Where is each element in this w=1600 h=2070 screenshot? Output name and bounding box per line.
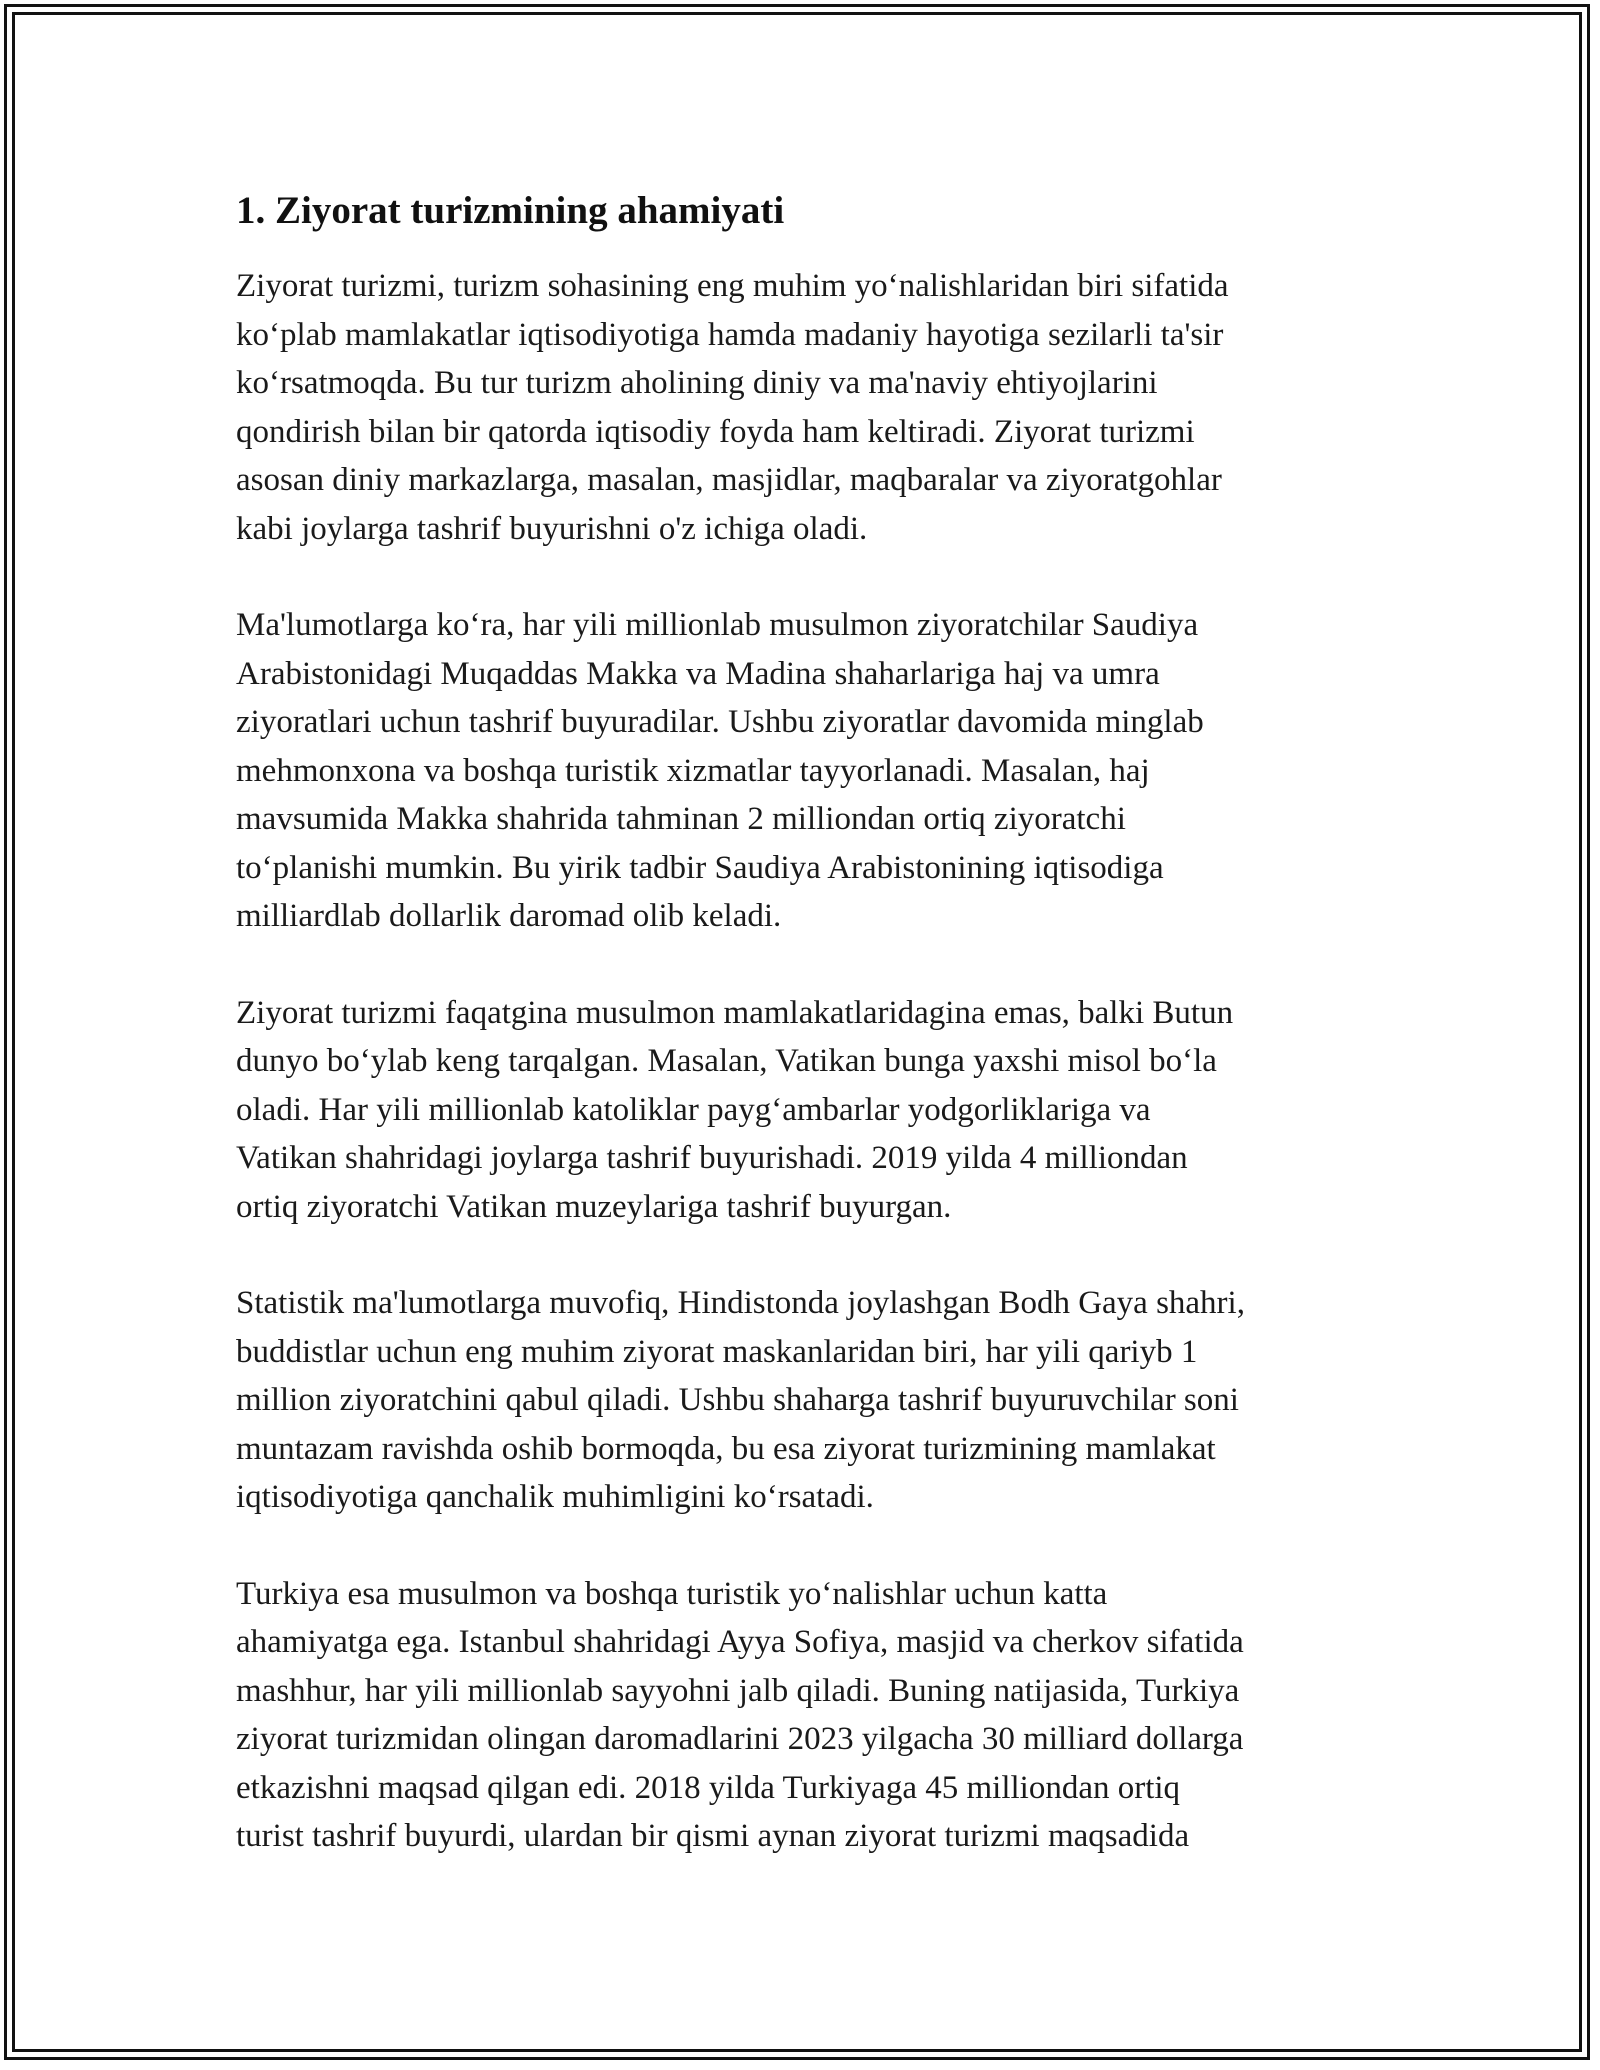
paragraph-5: Turkiya esa musulmon va boshqa turistik yo‘nalishlar uchun katta ahamiyatga ega. Istanbul shahridagi Ayya Sofiya, masjid va cherkov sifatida mashhur, har yili millionlab sayyohni jalb qiladi. Buning natijasida, Turkiya ziyorat turizmidan olingan daromadlarini 2023 yilgacha 30 milliard dollarga etkazishni maqsad qilgan edi. 2018 yilda Turkiyaga 45 milliondan ortiq turist tashrif buyurdi, ulardan bir qismi aynan ziyorat turizmi maqsadida	[236, 1575, 1244, 1854]
paragraph-3: Ziyorat turizmi faqatgina musulmon mamlakatlaridagina emas, balki Butun dunyo bo‘ylab keng tarqalgan. Masalan, Vatikan bunga yaxshi misol bo‘la oladi. Har yili millionlab katoliklar payg‘ambarlar yodgorliklariga va Vatikan shahridagi joylarga tashrif buyurishadi. 2019 yilda 4 milliondan ortiq ziyoratchi Vatikan muzeylariga tashrif buyurgan.	[236, 994, 1234, 1225]
section-heading: 1. Ziyorat turizmining ahamiyati	[236, 189, 785, 232]
paragraph-4: Statistik ma'lumotlarga muvofiq, Hindistonda joylashgan Bodh Gaya shahri, buddistlar uchun eng muhim ziyorat maskanlaridan biri, har yili qariyb 1 million ziyoratchini qabul qiladi. Ushbu shaharga tashrif buyuruvchilar soni muntazam ravishda oshib bormoqda, bu esa ziyorat turizmining mamlakat iqtisodiyotiga qanchalik muhimligini ko‘rsatadi.	[236, 1285, 1245, 1515]
document-body	[236, 186, 1396, 1909]
paragraph-2: Ma'lumotlarga ko‘ra, har yili millionlab musulmon ziyoratchilar Saudiya Arabistonidagi Muqaddas Makka va Madina shaharlariga haj va umra ziyoratlari uchun tashrif buyuradilar. Ushbu ziyoratlar davomida minglab mehmonxona va boshqa turistik xizmatlar tayyorlanadi. Masalan, haj mavsumida Makka shahrida tahminan 2 milliondan ortiq ziyoratchi to‘planishi mumkin. Bu yirik tadbir Saudiya Arabistonining iqtisodiga milliardlab dollarlik daromad olib keladi.	[236, 607, 1204, 934]
paragraph-1: Ziyorat turizmi, turizm sohasining eng muhim yo‘nalishlaridan biri sifatida ko‘plab mamlakatlar iqtisodiyotiga hamda madaniy hayotiga sezilarli ta'sir ko‘rsatmoqda. Bu tur turizm aholining diniy va ma'naviy ehtiyojlarini qondirish bilan bir qatorda iqtisodiy foyda ham keltiradi. Ziyorat turizmi asosan diniy markazlarga, masalan, masjidlar, maqbaralar va ziyoratgohlar kabi joylarga tashrif buyurishni o'z ichiga oladi.	[236, 268, 1229, 547]
